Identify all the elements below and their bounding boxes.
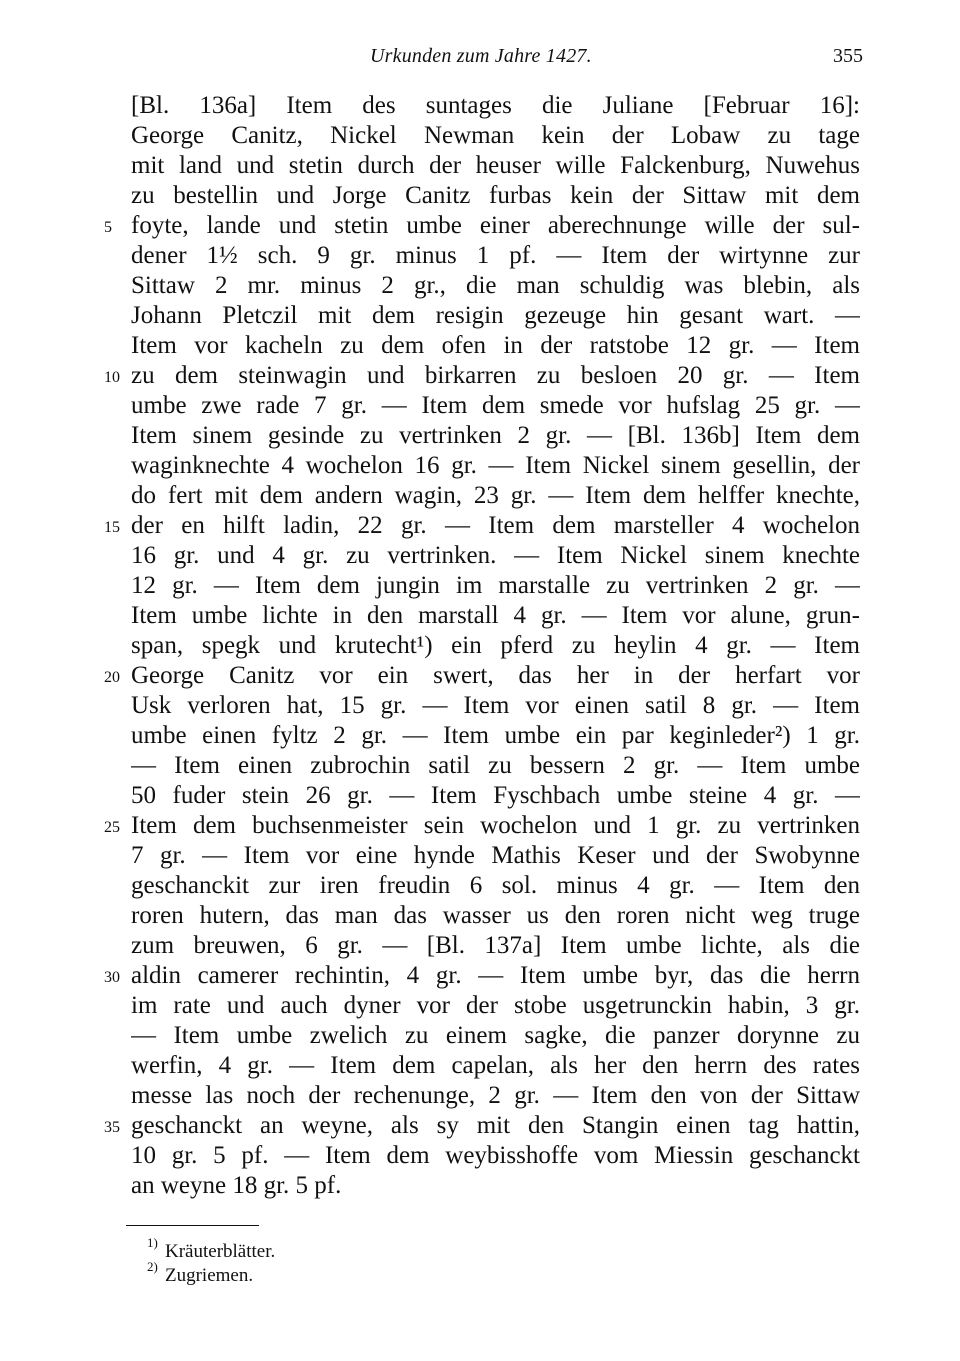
body-line: umbe zwe rade 7 gr. — Item dem smede vor hufslag 25 gr. — — [131, 392, 860, 419]
body-line: zum breuwen, 6 gr. — [Bl. 137a] Item umbe lichte, als die — [131, 932, 860, 959]
body-line: Sittaw 2 mr. minus 2 gr., die man schuldig was blebin, als — [131, 272, 860, 299]
line-number-25: 25 — [104, 819, 120, 836]
body-line: im rate und auch dyner vor der stobe usgetrunckin habin, 3 gr. — [131, 992, 860, 1019]
footnote-mark: 2) — [147, 1259, 158, 1274]
footnote-2 — [147, 1259, 647, 1288]
body-line: geschanckit zur iren freudin 6 sol. minus 4 gr. — Item den — [131, 872, 860, 899]
body-line: 10 gr. 5 pf. — Item dem weybisshoffe vom Miessin geschanckt — [131, 1142, 860, 1169]
body-line: geschanckt an weyne, als sy mit den Stangin einen tag hattin, — [131, 1112, 860, 1139]
body-line: Usk verloren hat, 15 gr. — Item vor einen satil 8 gr. — Item — [131, 692, 860, 719]
body-line: umbe einen fyltz 2 gr. — Item umbe ein par keginleder²) 1 gr. — [131, 722, 860, 749]
body-line: werfin, 4 gr. — Item dem capelan, als her den herrn des rates — [131, 1052, 860, 1079]
running-header: Urkunden zum Jahre 1427. — [370, 45, 592, 67]
line-number-5: 5 — [104, 219, 112, 236]
body-line: foyte, lande und stetin umbe einer aberechnunge wille der sul- — [131, 212, 860, 239]
line-number-20: 20 — [104, 669, 120, 686]
body-line: 50 fuder stein 26 gr. — Item Fyschbach umbe steine 4 gr. — — [131, 782, 860, 809]
footnote-rule — [126, 1225, 259, 1226]
body-line: 12 gr. — Item dem jungin im marstalle zu vertrinken 2 gr. — — [131, 572, 860, 599]
body-line: Item dem buchsenmeister sein wochelon und 1 gr. zu vertrinken — [131, 812, 860, 839]
body-line: an weyne 18 gr. 5 pf. — [131, 1172, 342, 1199]
body-line: [Bl. 136a] Item des suntages die Juliane [Februar 16]: — [131, 92, 860, 119]
line-number-10: 10 — [104, 369, 120, 386]
body-line: dener 1½ sch. 9 gr. minus 1 pf. — Item der wirtynne zur — [131, 242, 860, 269]
body-line: Item umbe lichte in den marstall 4 gr. — Item vor alune, grun- — [131, 602, 860, 629]
body-line: — Item einen zubrochin satil zu bessern 2 gr. — Item umbe — [131, 752, 860, 779]
footnote-mark: 1) — [147, 1235, 158, 1250]
body-line: waginknechte 4 wochelon 16 gr. — Item Nickel sinem gesellin, der — [131, 452, 860, 479]
body-line: messe las noch der rechenunge, 2 gr. — Item den von der Sittaw — [131, 1082, 860, 1109]
footnote-1 — [147, 1235, 647, 1264]
footnote-text: Kräuterblätter. — [165, 1241, 276, 1262]
body-line: George Canitz vor ein swert, das her in der herfart vor — [131, 662, 860, 689]
body-line: Johann Pletczil mit dem resigin gezeuge hin gesant wart. — — [131, 302, 860, 329]
body-line: — Item umbe zwelich zu einem sagke, die panzer dorynne zu — [131, 1022, 860, 1049]
line-number-30: 30 — [104, 969, 120, 986]
footnote-text: Zugriemen. — [165, 1265, 254, 1286]
page-number: 355 — [833, 45, 863, 67]
body-line: span, spegk und krutecht¹) ein pferd zu heylin 4 gr. — Item — [131, 632, 860, 659]
body-line: do fert mit dem andern wagin, 23 gr. — Item dem helffer knechte, — [131, 482, 860, 509]
body-line: roren hutern, das man das wasser us den roren nicht weg truge — [131, 902, 860, 929]
body-line: aldin camerer rechintin, 4 gr. — Item umbe byr, das die herrn — [131, 962, 860, 989]
body-line: Item vor kacheln zu dem ofen in der ratstobe 12 gr. — Item — [131, 332, 860, 359]
body-line: 16 gr. und 4 gr. zu vertrinken. — Item Nickel sinem knechte — [131, 542, 860, 569]
line-number-35: 35 — [104, 1119, 120, 1136]
body-line: zu dem steinwagin und birkarren zu besloen 20 gr. — Item — [131, 362, 860, 389]
body-line: mit land und stetin durch der heuser wille Falckenburg, Nuwehus — [131, 152, 860, 179]
body-line: 7 gr. — Item vor eine hynde Mathis Keser und der Swobynne — [131, 842, 860, 869]
body-line: George Canitz, Nickel Newman kein der Lobaw zu tage — [131, 122, 860, 149]
body-line: zu bestellin und Jorge Canitz furbas kein der Sittaw mit dem — [131, 182, 860, 209]
body-line: Item sinem gesinde zu vertrinken 2 gr. — [Bl. 136b] Item dem — [131, 422, 860, 449]
line-number-15: 15 — [104, 519, 120, 536]
body-line: der en hilft ladin, 22 gr. — Item dem marsteller 4 wochelon — [131, 512, 860, 539]
